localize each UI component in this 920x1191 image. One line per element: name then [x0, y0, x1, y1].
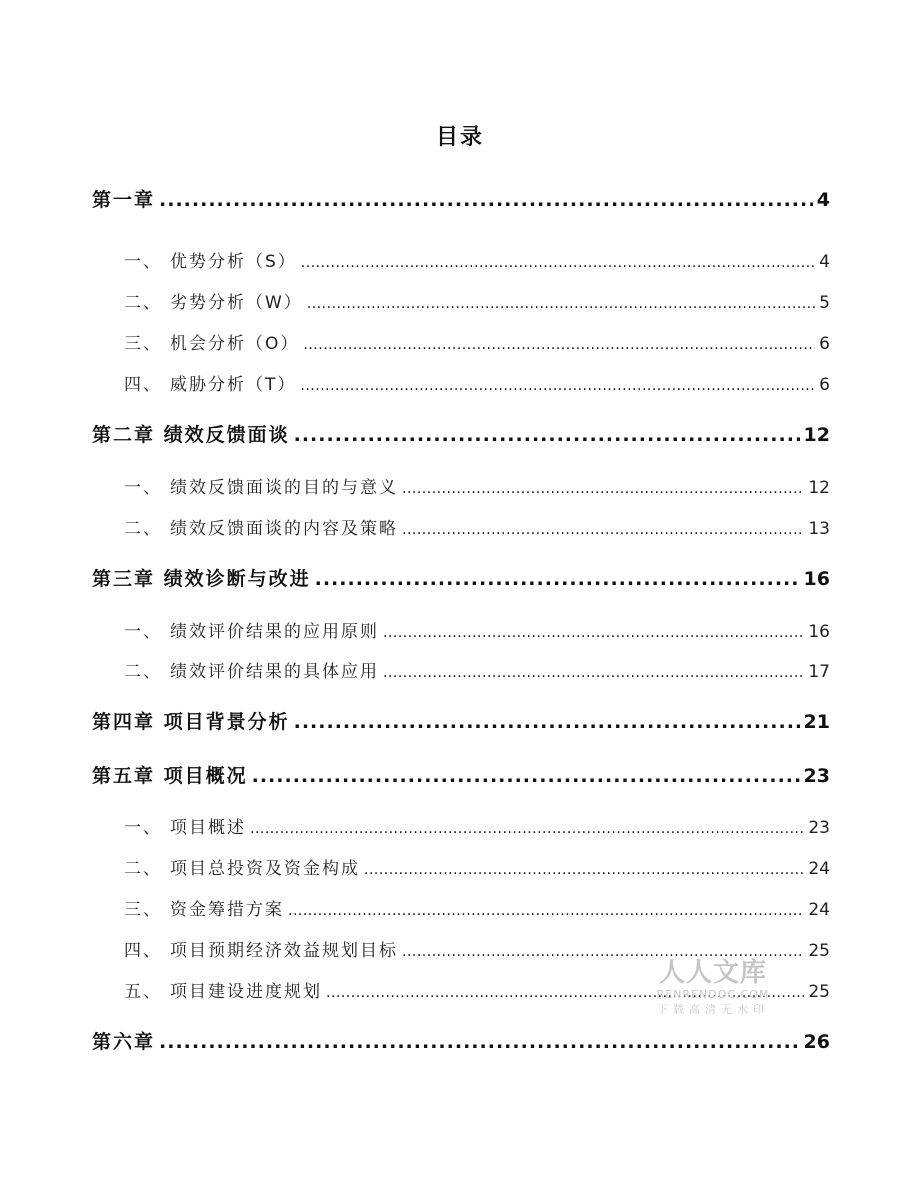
toc-label: 机会分析（O） [170, 334, 300, 354]
toc-leader [364, 859, 804, 879]
watermark-main-text: 人人文库 [658, 958, 767, 988]
toc-page-number: 4 [816, 189, 830, 211]
toc-label: 项目建设进度规划 [170, 982, 322, 1002]
toc-row[interactable] [92, 707, 830, 734]
toc-row[interactable] [92, 564, 830, 591]
toc-row[interactable] [124, 854, 830, 879]
toc-leader [383, 662, 804, 682]
toc-number: 四、 [124, 941, 162, 961]
toc-page-number: 4 [819, 252, 830, 272]
toc-number: 一、 [124, 478, 162, 498]
toc-page-number: 6 [819, 334, 830, 354]
toc-page-number: 17 [808, 662, 830, 682]
toc-leader [402, 478, 804, 498]
toc-row[interactable] [92, 185, 830, 212]
toc-row[interactable] [124, 370, 830, 395]
toc-leader [252, 765, 800, 787]
toc-row[interactable] [124, 288, 830, 313]
toc-label: 第四章 项目背景分析 [92, 711, 290, 733]
page-title: 目录 [435, 125, 484, 150]
toc-label: 劣势分析（W） [170, 293, 303, 313]
toc-label: 项目预期经济效益规划目标 [170, 941, 398, 961]
toc-row[interactable] [92, 420, 830, 447]
toc-leader [307, 293, 815, 313]
toc-leader [315, 568, 800, 590]
toc-label: 资金筹措方案 [170, 900, 284, 920]
toc-page-number: 16 [808, 622, 830, 642]
toc-leader [383, 622, 804, 642]
toc-leader [159, 1031, 800, 1053]
toc-page-number: 23 [803, 765, 830, 787]
toc-label: 第二章 绩效反馈面谈 [92, 424, 290, 446]
toc-leader [288, 900, 804, 920]
toc-number: 四、 [124, 375, 162, 395]
toc-leader [250, 818, 804, 838]
toc-label: 第六章 [92, 1031, 156, 1053]
toc-leader [402, 519, 804, 539]
toc-leader [294, 424, 800, 446]
toc-label: 第三章 绩效诊断与改进 [92, 568, 311, 590]
toc-row[interactable] [124, 247, 830, 272]
toc-page-number: 6 [819, 375, 830, 395]
toc-row[interactable] [92, 761, 830, 788]
toc-number: 二、 [124, 519, 162, 539]
toc-number: 二、 [124, 859, 162, 879]
toc-page-number: 24 [808, 900, 830, 920]
toc-label: 第五章 项目概况 [92, 765, 248, 787]
toc-row[interactable] [124, 813, 830, 838]
toc-row[interactable] [92, 1027, 830, 1054]
toc-number: 一、 [124, 252, 162, 272]
toc-page-number: 13 [808, 519, 830, 539]
toc-number: 一、 [124, 622, 162, 642]
toc-number: 二、 [124, 662, 162, 682]
toc-page-number: 12 [808, 478, 830, 498]
toc-page-number: 25 [808, 941, 830, 961]
toc-leader [294, 711, 800, 733]
watermark-subtitle: 下载高清无水印 [657, 1003, 769, 1016]
toc-row[interactable] [124, 329, 830, 354]
toc-row[interactable] [124, 514, 830, 539]
toc-label: 绩效反馈面谈的内容及策略 [170, 519, 398, 539]
toc-label: 绩效反馈面谈的目的与意义 [170, 478, 398, 498]
toc-page-number: 16 [803, 568, 830, 590]
toc-number: 五、 [124, 982, 162, 1002]
watermark-domain: RENRENDOC.COM [656, 988, 770, 1001]
toc-page-number: 21 [803, 711, 830, 733]
toc-leader [159, 189, 813, 211]
toc-row[interactable] [124, 617, 830, 642]
toc-label: 绩效评价结果的应用原则 [170, 622, 379, 642]
toc-page-number: 25 [808, 982, 830, 1002]
watermark-logo [648, 958, 778, 1018]
toc-page-number: 5 [819, 293, 830, 313]
toc-leader [301, 252, 815, 272]
toc-page-number: 26 [803, 1031, 830, 1053]
toc-page-number: 23 [808, 818, 830, 838]
toc-row[interactable] [124, 473, 830, 498]
toc-label: 优势分析（S） [170, 252, 297, 272]
toc-label: 项目总投资及资金构成 [170, 859, 360, 879]
toc-number: 二、 [124, 293, 162, 313]
toc-row[interactable] [124, 895, 830, 920]
toc-label: 威胁分析（T） [170, 375, 297, 395]
toc-label: 绩效评价结果的具体应用 [170, 662, 379, 682]
toc-row[interactable] [124, 657, 830, 682]
toc-label: 项目概述 [170, 818, 246, 838]
toc-number: 一、 [124, 818, 162, 838]
toc-page-number: 24 [808, 859, 830, 879]
toc-label: 第一章 [92, 189, 156, 211]
toc-page-number: 12 [803, 424, 830, 446]
toc-leader [303, 334, 815, 354]
toc-leader [300, 375, 815, 395]
toc-number: 三、 [124, 900, 162, 920]
toc-number: 三、 [124, 334, 162, 354]
